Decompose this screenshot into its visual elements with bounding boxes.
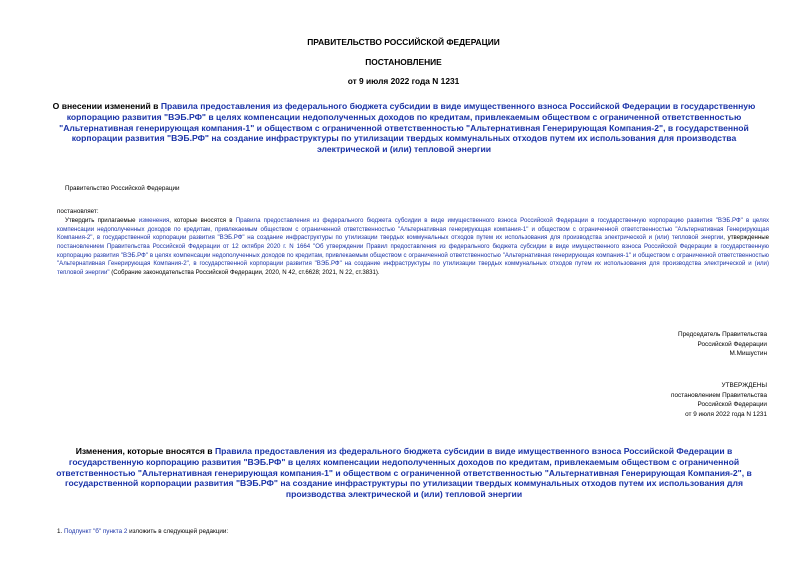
rules-link[interactable]: Правила предоставления из федерального бюджета субсидии в виде имущественного взноса Российской Федерации в государственную корпорацию развития "ВЭБ.РФ" в целях компенсации недополученных доходов по кредитам, привлекаемым обществом с ограниченной ответственностью "Альтернативная генерирующая компания-1" и обществом с ограниченной ответственностью "Альтернативная Генерирующая Компания-2", в государственной корпорации развития "ВЭБ.РФ" на создание инфраструктуры по утилизации твердых коммунальных отходов путем их использования для производства электрической и (или) тепловой энергии <box>57 217 769 242</box>
resolution-1664-link[interactable]: постановлением Правительства Российской Федерации от 12 октября 2020 г. N 1664 "Об утверждении Правил предоставления из федерального бюджета субсидии в виде имущественного взноса Российской Федерации в государственную корпорацию развития "ВЭБ.РФ" в целях компенсации недополученных доходов по кредитам, привлекаемым обществом с ограниченной ответственностью "Альтернативная генерирующая компания-1" и обществом с ограниченной ответственностью "Альтернативная Генерирующая Компания-2", в государственной корпорации развития "ВЭБ.РФ" на создание инфраструктуры по утилизации твердых коммунальных отходов путем их использования для производства электрической и (или) тепловой энергии" <box>57 242 769 276</box>
issuer: Правительство Российской Федерации <box>65 185 180 192</box>
changes-title-prefix: Изменения, которые вносятся в <box>75 446 215 456</box>
main-paragraph <box>57 217 769 278</box>
government-heading: ПРАВИТЕЛЬСТВО РОССИЙСКОЙ ФЕДЕРАЦИИ <box>307 37 500 47</box>
main-text-3: , утвержденные <box>723 234 769 242</box>
approved-label: УТВЕРЖДЕНЫ <box>721 382 767 389</box>
changes-link[interactable]: изменения <box>138 217 170 224</box>
approved-by: постановлением Правительства <box>671 391 767 399</box>
approved-date: от 9 июля 2022 года N 1231 <box>685 410 767 418</box>
signature-position: Председатель Правительства <box>678 331 767 338</box>
document-date-number: от 9 июля 2022 года N 1231 <box>347 76 460 86</box>
approved-country: Российской Федерации <box>697 401 767 409</box>
document-type: ПОСТАНОВЛЕНИЕ <box>365 57 442 67</box>
signature-name: М.Мишустин <box>729 350 767 358</box>
item-1-number: 1. <box>57 528 65 535</box>
main-text-4: (Собрание законодательства Российской Федерации, 2020, N 42, ст.6628; 2021, N 22, ст.3831). <box>109 268 380 276</box>
changes-title-rules-link[interactable]: Правила предоставления из федерального бюджета субсидии в виде имущественного взноса Российской Федерации в государственную корпорацию развития "ВЭБ.РФ" в целях компенсации недополученных доходов по кредитам, привлекаемым обществом с ограниченной ответственностью "Альтернативная генерирующая компания-1" и обществом с ограниченной ответственностью "Альтернативная Генерирующая Компания-2", в государственной корпорации развития "ВЭБ.РФ" на создание инфраструктуры по утилизации твердых коммунальных отходов путем их использования для производства электрической и (или) тепловой энергии <box>56 446 752 500</box>
approval-block <box>671 381 767 419</box>
main-text-2: , которые вносятся в <box>169 217 236 224</box>
changes-title <box>54 446 754 500</box>
title-prefix: О внесении изменений в <box>52 101 161 111</box>
item-1 <box>57 528 228 535</box>
signature-block <box>678 330 767 359</box>
signature-country: Российской Федерации <box>697 340 767 348</box>
decides-label: постановляет: <box>57 208 99 215</box>
title-rules-link[interactable]: Правила предоставления из федерального бюджета субсидии в виде имущественного взноса Российской Федерации в государственную корпорацию развития "ВЭБ.РФ" в целях компенсации недополученных доходов по кредитам, привлекаемым обществом с ограниченной ответственностью "Альтернативная генерирующая компания-1" и обществом с ограниченной ответственностью "Альтернативная Генерирующая Компания-2", в государственной корпорации развития "ВЭБ.РФ" на создание инфраструктуры по утилизации твердых коммунальных отходов путем их использования для производства электрической и (или) тепловой энергии <box>59 101 756 155</box>
subparagraph-link[interactable]: Подпункт "б" пункта 2 <box>64 528 128 535</box>
item-1-text: изложить в следующей редакции: <box>127 528 229 535</box>
document-title <box>40 101 768 155</box>
main-text-1: Утвердить прилагаемые <box>65 217 139 224</box>
